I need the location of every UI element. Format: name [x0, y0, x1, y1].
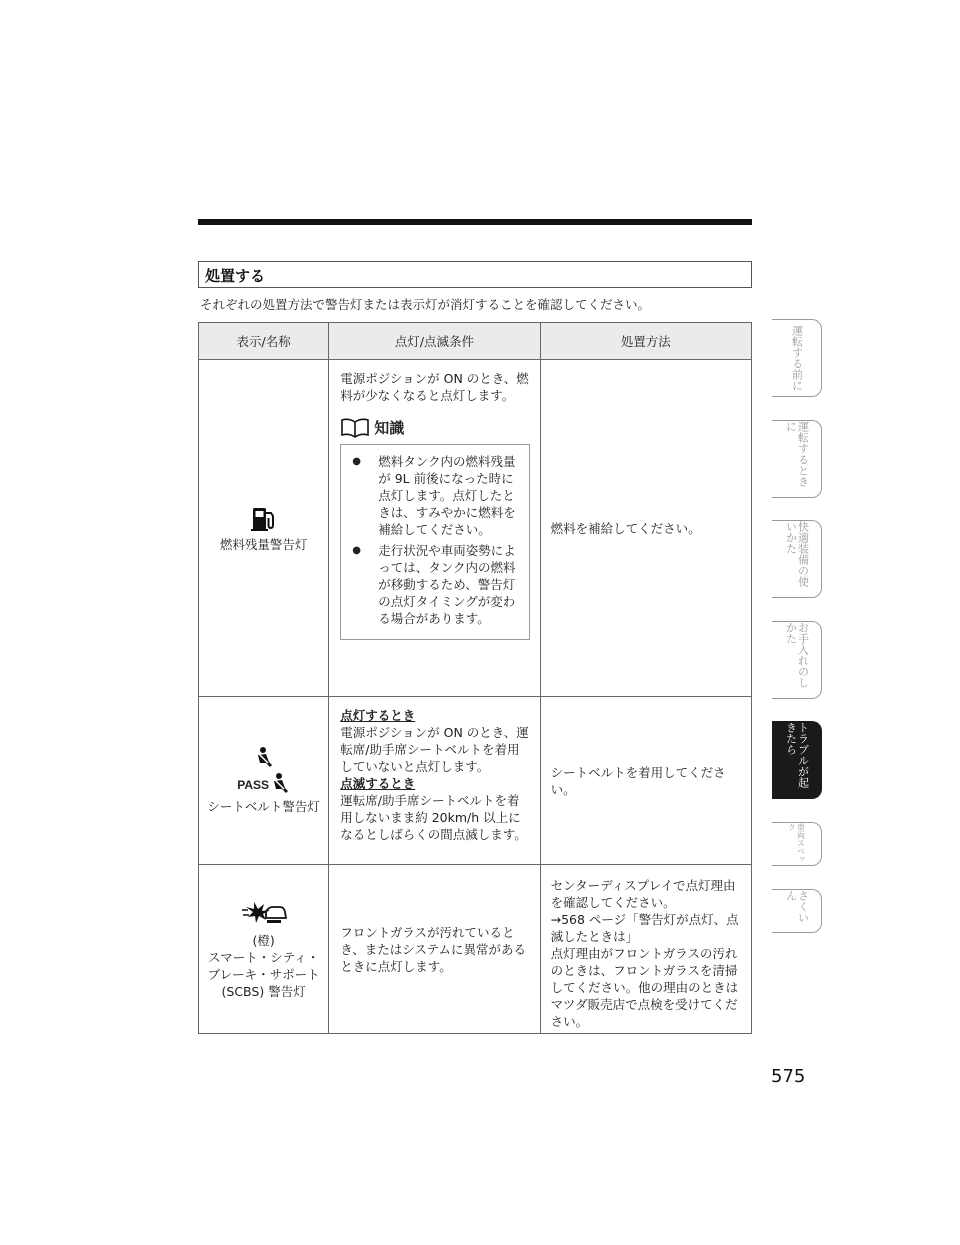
seatbelt-action: シートベルトを着用してください。 — [550, 764, 726, 797]
fuel-action-cell — [540, 360, 751, 697]
scbs-condition: フロントガラスが汚れているとき、またはシステムに異常があるときに点灯します。 — [340, 924, 526, 974]
tab-maintenance[interactable]: お手入れのしかた — [772, 621, 822, 699]
tab-index[interactable]: さくいん — [772, 889, 822, 933]
pass-seatbelt-group — [205, 772, 322, 794]
passenger-seatbelt-icon — [270, 772, 290, 794]
page-number: 575 — [771, 1066, 806, 1087]
header-action: 処置方法 — [540, 323, 751, 360]
fuel-cell — [199, 360, 329, 697]
seatbelt-action-cell — [540, 697, 751, 865]
blink-condition-title: 点滅するとき — [340, 776, 416, 791]
bullet-icon: ● — [352, 456, 361, 467]
seatbelt-icon — [254, 746, 274, 768]
scbs-action: センターディスプレイで点灯理由を確認してください。 →568 ページ「警告灯が点灯、点滅したときは」 点灯理由がフロントガラスの汚れのときは、フロントガラスを清掃してください。他の理由のときはマツダ販売店で点検を受けてください。 — [550, 878, 739, 1029]
bullet-icon: ● — [352, 545, 361, 556]
seatbelt-cell — [199, 697, 329, 865]
list-item: ● 走行状況や車両姿勢によっては、タンク内の燃料が移動するため、警告灯の点灯タイミングが変わる場合があります。 — [349, 542, 520, 627]
knowledge-title: 知識 — [374, 418, 405, 437]
scbs-color-note: (橙) — [252, 933, 275, 948]
header-condition: 点灯/点滅条件 — [329, 323, 540, 360]
seatbelt-warning-name: シートベルト警告灯 — [207, 799, 320, 814]
scbs-cell — [199, 865, 329, 1034]
fuel-condition-cell — [329, 360, 540, 697]
warning-light-table — [198, 322, 752, 1034]
top-rule — [198, 219, 752, 225]
tab-troubleshooting[interactable]: トラブルが起きたら — [772, 721, 822, 799]
tab-before-driving[interactable]: 運転する前に — [772, 319, 822, 397]
scbs-collision-icon — [240, 898, 288, 928]
table-row — [199, 697, 752, 865]
fuel-action: 燃料を補給してください。 — [550, 520, 701, 536]
scbs-condition-cell — [329, 865, 540, 1034]
section-intro: それぞれの処置方法で警告灯または表示灯が消灯することを確認してください。 — [200, 297, 651, 312]
pass-label: PASS — [237, 778, 270, 792]
knowledge-heading — [340, 418, 529, 438]
scbs-warning-name: スマート・シティ・ブレーキ・サポート (SCBS) 警告灯 — [207, 950, 320, 999]
tab-while-driving[interactable]: 運転するときに — [772, 420, 822, 498]
fuel-warning-name: 燃料残量警告灯 — [219, 536, 308, 552]
section-title: 処置する — [205, 267, 266, 285]
fuel-pump-icon — [249, 504, 279, 532]
open-book-icon — [340, 418, 370, 438]
header-display-name: 表示/名称 — [199, 323, 329, 360]
seatbelt-condition-cell — [329, 697, 540, 865]
lit-condition-title: 点灯するとき — [340, 708, 416, 723]
knowledge-box — [340, 444, 529, 640]
table-header-row — [199, 323, 752, 360]
fuel-condition: 電源ポジションが ON のとき、燃料が少なくなると点灯します。 — [340, 371, 529, 403]
table-row — [199, 360, 752, 697]
tab-vehicle-specs[interactable]: 車両スペック — [772, 822, 822, 866]
list-item: ● 燃料タンク内の燃料残量が 9L 前後になった時に点灯します。点灯したときは、すみやかに燃料を補給してください。 — [349, 453, 520, 538]
blink-condition: 運転席/助手席シートベルトを着用しないまま約 20km/h 以上になるとしばらくの間点滅します。 — [340, 793, 527, 842]
table-row — [199, 865, 752, 1034]
scbs-action-cell — [540, 865, 751, 1034]
tab-comfort-equipment[interactable]: 快適装備の使いかた — [772, 520, 822, 598]
section-header — [198, 261, 752, 288]
lit-condition: 電源ポジションが ON のとき、運転席/助手席シートベルトを着用していないと点灯します。 — [340, 725, 529, 774]
